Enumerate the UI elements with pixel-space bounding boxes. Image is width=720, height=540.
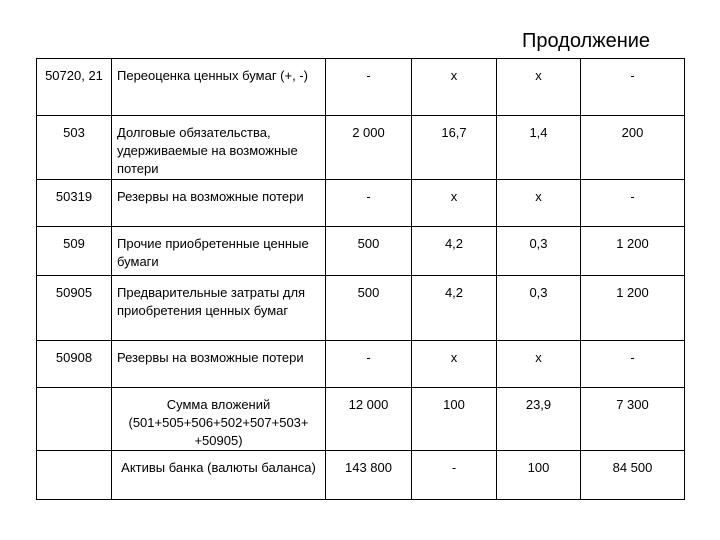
account-code: 50905 (37, 276, 112, 341)
table-row (37, 341, 685, 388)
value-col-3: x (497, 59, 581, 116)
table-row (37, 180, 685, 227)
table-row (37, 276, 685, 341)
value-col-1: 500 (326, 227, 412, 276)
item-name: Сумма вложений (501+505+506+502+507+503+ +50905) (112, 388, 326, 451)
account-code: 50319 (37, 180, 112, 227)
table-row (37, 227, 685, 276)
value-col-3: 100 (497, 451, 581, 500)
value-col-1: 2 000 (326, 116, 412, 180)
value-col-3: x (497, 180, 581, 227)
account-code: 509 (37, 227, 112, 276)
value-col-3: 23,9 (497, 388, 581, 451)
table-row (37, 116, 685, 180)
item-name: Резервы на возможные потери (112, 180, 326, 227)
value-col-4: - (581, 59, 685, 116)
value-col-3: 0,3 (497, 276, 581, 341)
value-col-2: 4,2 (412, 276, 497, 341)
account-code: 503 (37, 116, 112, 180)
value-col-4: 1 200 (581, 276, 685, 341)
value-col-2: 100 (412, 388, 497, 451)
account-code: 50908 (37, 341, 112, 388)
item-name: Прочие приобретенные ценные бумаги (112, 227, 326, 276)
value-col-2: x (412, 341, 497, 388)
value-col-1: 500 (326, 276, 412, 341)
value-col-2: x (412, 59, 497, 116)
table-row (37, 451, 685, 500)
table-row (37, 388, 685, 451)
value-col-3: 1,4 (497, 116, 581, 180)
value-col-3: 0,3 (497, 227, 581, 276)
value-col-4: - (581, 180, 685, 227)
value-col-3: x (497, 341, 581, 388)
value-col-4: 1 200 (581, 227, 685, 276)
account-code (37, 451, 112, 500)
securities-table (36, 58, 685, 500)
value-col-2: x (412, 180, 497, 227)
value-col-1: - (326, 341, 412, 388)
continuation-label: Продолжение (522, 30, 651, 52)
value-col-2: - (412, 451, 497, 500)
value-col-1: - (326, 59, 412, 116)
account-code (37, 388, 112, 451)
value-col-4: 7 300 (581, 388, 685, 451)
value-col-4: - (581, 341, 685, 388)
item-name: Долговые обязательства, удерживаемые на возможные потери (112, 116, 326, 180)
table-row (37, 59, 685, 116)
value-col-1: 12 000 (326, 388, 412, 451)
item-name: Переоценка ценных бумаг (+, -) (112, 59, 326, 116)
item-name: Активы банка (валюты баланса) (112, 451, 326, 500)
value-col-1: - (326, 180, 412, 227)
account-code: 50720, 21 (37, 59, 112, 116)
value-col-4: 200 (581, 116, 685, 180)
item-name: Резервы на возможные потери (112, 341, 326, 388)
value-col-4: 84 500 (581, 451, 685, 500)
value-col-2: 4,2 (412, 227, 497, 276)
item-name: Предварительные затраты для приобретения ценных бумаг (112, 276, 326, 341)
value-col-1: 143 800 (326, 451, 412, 500)
value-col-2: 16,7 (412, 116, 497, 180)
